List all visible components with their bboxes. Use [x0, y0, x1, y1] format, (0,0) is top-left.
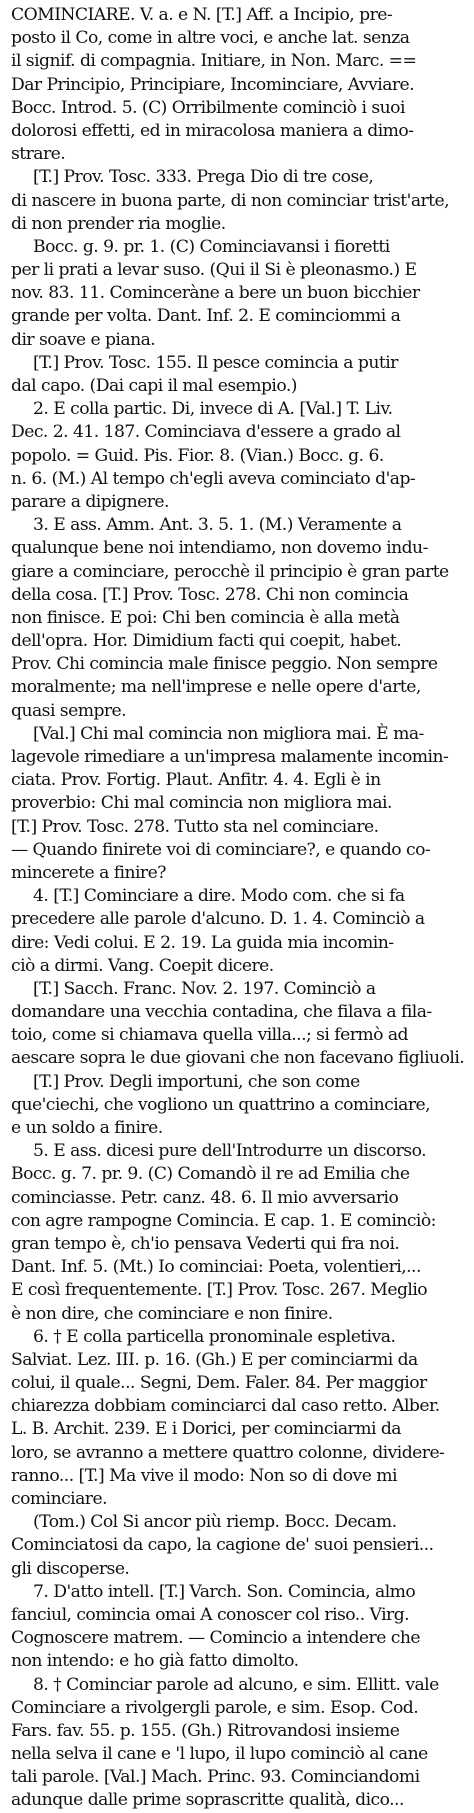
- text-line: giare a cominciare, perocchè il principio è gran parte: [11, 561, 449, 582]
- text-line: gli discoperse.: [11, 1558, 130, 1579]
- text-line: e un soldo a finire.: [11, 1118, 163, 1138]
- text-line: [T.] Prov. Degli importuni, che son come: [33, 1071, 360, 1092]
- text-line: [Val.] Chi mal comincia non migliora mai. È ma-: [33, 723, 424, 744]
- text-line: 5. E ass. dicesi pure dell'Introdurre un discorso.: [33, 1141, 426, 1162]
- text-line: COMINCIARE. V. a. e N. [T.] Aff. a Incipio, pre-: [11, 5, 393, 25]
- text-line: non finisce. E poi: Chi ben comincia è alla metà: [11, 607, 400, 628]
- text-line: ciata. Prov. Fortig. Plaut. Anfitr. 4. 4. Egli è in: [11, 770, 381, 791]
- text-line: toio, come si chiamava quella villa...; si fermò ad: [11, 1025, 408, 1046]
- text-line: ciò a dirmi. Vang. Coepit dicere.: [11, 955, 274, 976]
- text-line: domandare una vecchia contadina, che filava a fila-: [11, 1002, 432, 1023]
- text-line: di nascere in buona parte, di non cominciar trist'arte,: [11, 190, 450, 211]
- text-line: ranno... [T.] Ma vive il modo: Non so di dove mi: [11, 1465, 397, 1486]
- text-line: Bocc. Introd. 5. (C) Orribilmente cominciò i suoi: [11, 97, 405, 118]
- text-line: que'ciechi, che vogliono un quattrino a cominciare,: [11, 1094, 431, 1115]
- text-line: proverbio: Chi mal comincia non migliora mai.: [11, 793, 392, 814]
- text-line: cominciasse. Petr. canz. 48. 6. Il mio avversario: [11, 1187, 399, 1208]
- text-line: Cominciare a rivolgergli parole, e sim. Esop. Cod.: [11, 1697, 419, 1718]
- text-line: dolorosi effetti, ed in miracolosa maniera a dimo-: [11, 120, 414, 141]
- text-line: colui, il quale... Segni, Dem. Faler. 84. Per maggior: [11, 1373, 427, 1394]
- text-line: nella selva il cane e 'l lupo, il lupo cominciò al cane: [11, 1744, 428, 1765]
- text-line: gran tempo è, ch'io pensava Vederti qui fra noi.: [11, 1233, 400, 1254]
- dictionary-entry-cominciare: [11, 4, 465, 1813]
- text-line: per li prati a levar suso. (Qui il Si è pleonasmo.) E: [11, 260, 417, 281]
- text-line: Bocc. g. 9. pr. 1. (C) Cominciavansi i fioretti: [33, 236, 390, 257]
- text-line: quasi sempre.: [11, 700, 127, 721]
- text-line: 3. E ass. Amm. Ant. 3. 5. 1. (M.) Veramente a: [33, 515, 402, 536]
- text-line: loro, se avranno a mettere quattro colonne, dividere-: [11, 1442, 445, 1463]
- text-line: parare a dipignere.: [11, 491, 169, 512]
- text-line: 2. E colla partic. Di, invece di A. [Val.] T. Liv.: [33, 399, 393, 420]
- text-line: precedere alle parole d'alcuno. D. 1. 4. Cominciò a: [11, 909, 425, 930]
- text-line: n. 6. (M.) Al tempo ch'egli aveva cominciato d'ap-: [11, 468, 416, 489]
- text-line: — Quando finirete voi di cominciare?, e quando co-: [11, 839, 431, 860]
- text-line: qualunque bene noi intendiamo, non dovemo indu-: [11, 538, 428, 559]
- text-line: moralmente; ma nell'imprese e nelle opere d'arte,: [11, 677, 421, 698]
- text-line: dir soave e piana.: [11, 329, 156, 350]
- text-line: [T.] Prov. Tosc. 333. Prega Dio di tre cose,: [33, 167, 374, 188]
- text-line: grande per volta. Dant. Inf. 2. E cominciommi a: [11, 306, 401, 327]
- text-line: [T.] Prov. Tosc. 278. Tutto sta nel cominciare.: [11, 816, 379, 837]
- text-line: di non prender ria moglie.: [11, 213, 226, 234]
- text-line: popolo. = Guid. Pis. Fior. 8. (Vian.) Bocc. g. 6.: [11, 445, 384, 466]
- text-line: della cosa. [T.] Prov. Tosc. 278. Chi non comincia: [11, 584, 409, 605]
- text-line: (Tom.) Col Si ancor più riemp. Bocc. Decam.: [33, 1512, 397, 1533]
- text-line: Dec. 2. 41. 187. Cominciava d'essere a grado al: [11, 422, 401, 443]
- text-line: chiarezza dobbiam cominciarci dal caso retto. Alber.: [11, 1396, 440, 1417]
- text-line: dal capo. (Dai capi il mal esempio.): [11, 376, 297, 396]
- text-line: strare.: [11, 144, 66, 165]
- text-line: cominciare.: [11, 1489, 108, 1509]
- text-line: Cognoscere matrem. — Comincio a intendere che: [11, 1628, 420, 1649]
- text-line: Dar Principio, Principiare, Incominciare, Avviare.: [11, 74, 415, 95]
- text-line: dell'opra. Hor. Dimidium facti qui coepit, habet.: [11, 631, 402, 652]
- text-line: dire: Vedi colui. E 2. 19. La guida mia incomin-: [11, 932, 394, 953]
- text-line: non intendo: e ho già fatto dimolto.: [11, 1651, 299, 1672]
- text-line: [T.] Prov. Tosc. 155. Il pesce comincia a putir: [33, 352, 398, 373]
- text-line: Prov. Chi comincia male finisce peggio. Non sempre: [11, 654, 438, 675]
- text-line: Cominciatosi da capo, la cagione de' suoi pensieri...: [11, 1535, 434, 1556]
- text-line: adunque dalle prime soprascritte qualità, dico...: [11, 1790, 404, 1811]
- text-line: 7. D'atto intell. [T.] Varch. Son. Comincia, almo: [33, 1581, 416, 1602]
- text-line: 8. † Cominciar parole ad alcuno, e sim. Ellitt. vale: [33, 1674, 439, 1695]
- text-line: 6. † E colla particella pronominale espletiva.: [33, 1326, 396, 1347]
- text-line: lagevole rimediare a un'impresa malamente incomin-: [11, 747, 449, 767]
- text-line: 4. [T.] Cominciare a dire. Modo com. che si fa: [33, 886, 405, 907]
- text-line: [T.] Sacch. Franc. Nov. 2. 197. Cominciò a: [33, 978, 376, 999]
- text-line: Dant. Inf. 5. (Mt.) Io cominciai: Poeta, volentieri,...: [11, 1257, 421, 1278]
- text-line: nov. 83. 11. Cominceràne a bere un buon bicchier: [11, 283, 420, 304]
- text-line: E così frequentemente. [T.] Prov. Tosc. 267. Meglio: [11, 1280, 428, 1301]
- text-line: Salviat. Lez. III. p. 16. (Gh.) E per cominciarmi da: [11, 1349, 418, 1370]
- text-line: tali parole. [Val.] Mach. Princ. 93. Cominciandomi: [11, 1767, 420, 1788]
- text-line: aescare sopra le due giovani che non facevano figliuoli.: [11, 1048, 465, 1069]
- text-line: L. B. Archit. 239. E i Dorici, per cominciarmi da: [11, 1419, 401, 1440]
- text-line: Bocc. g. 7. pr. 9. (C) Comandò il re ad Emilia che: [11, 1164, 410, 1185]
- text-line: posto il Co, come in altre voci, e anche lat. senza: [11, 28, 410, 49]
- text-line: è non dire, che cominciare e non finire.: [11, 1303, 333, 1324]
- text-line: fanciul, comincia omai A conoscer col riso.. Virg.: [11, 1604, 410, 1625]
- text-line: il signif. di compagnia. Initiare, in Non. Marc. ==: [11, 51, 417, 72]
- text-line: mincerete a finire?: [11, 862, 166, 883]
- text-line: con agre rampogne Comincia. E cap. 1. E cominciò:: [11, 1210, 436, 1231]
- text-line: Fars. fav. 55. p. 155. (Gh.) Ritrovandosi insieme: [11, 1720, 400, 1741]
